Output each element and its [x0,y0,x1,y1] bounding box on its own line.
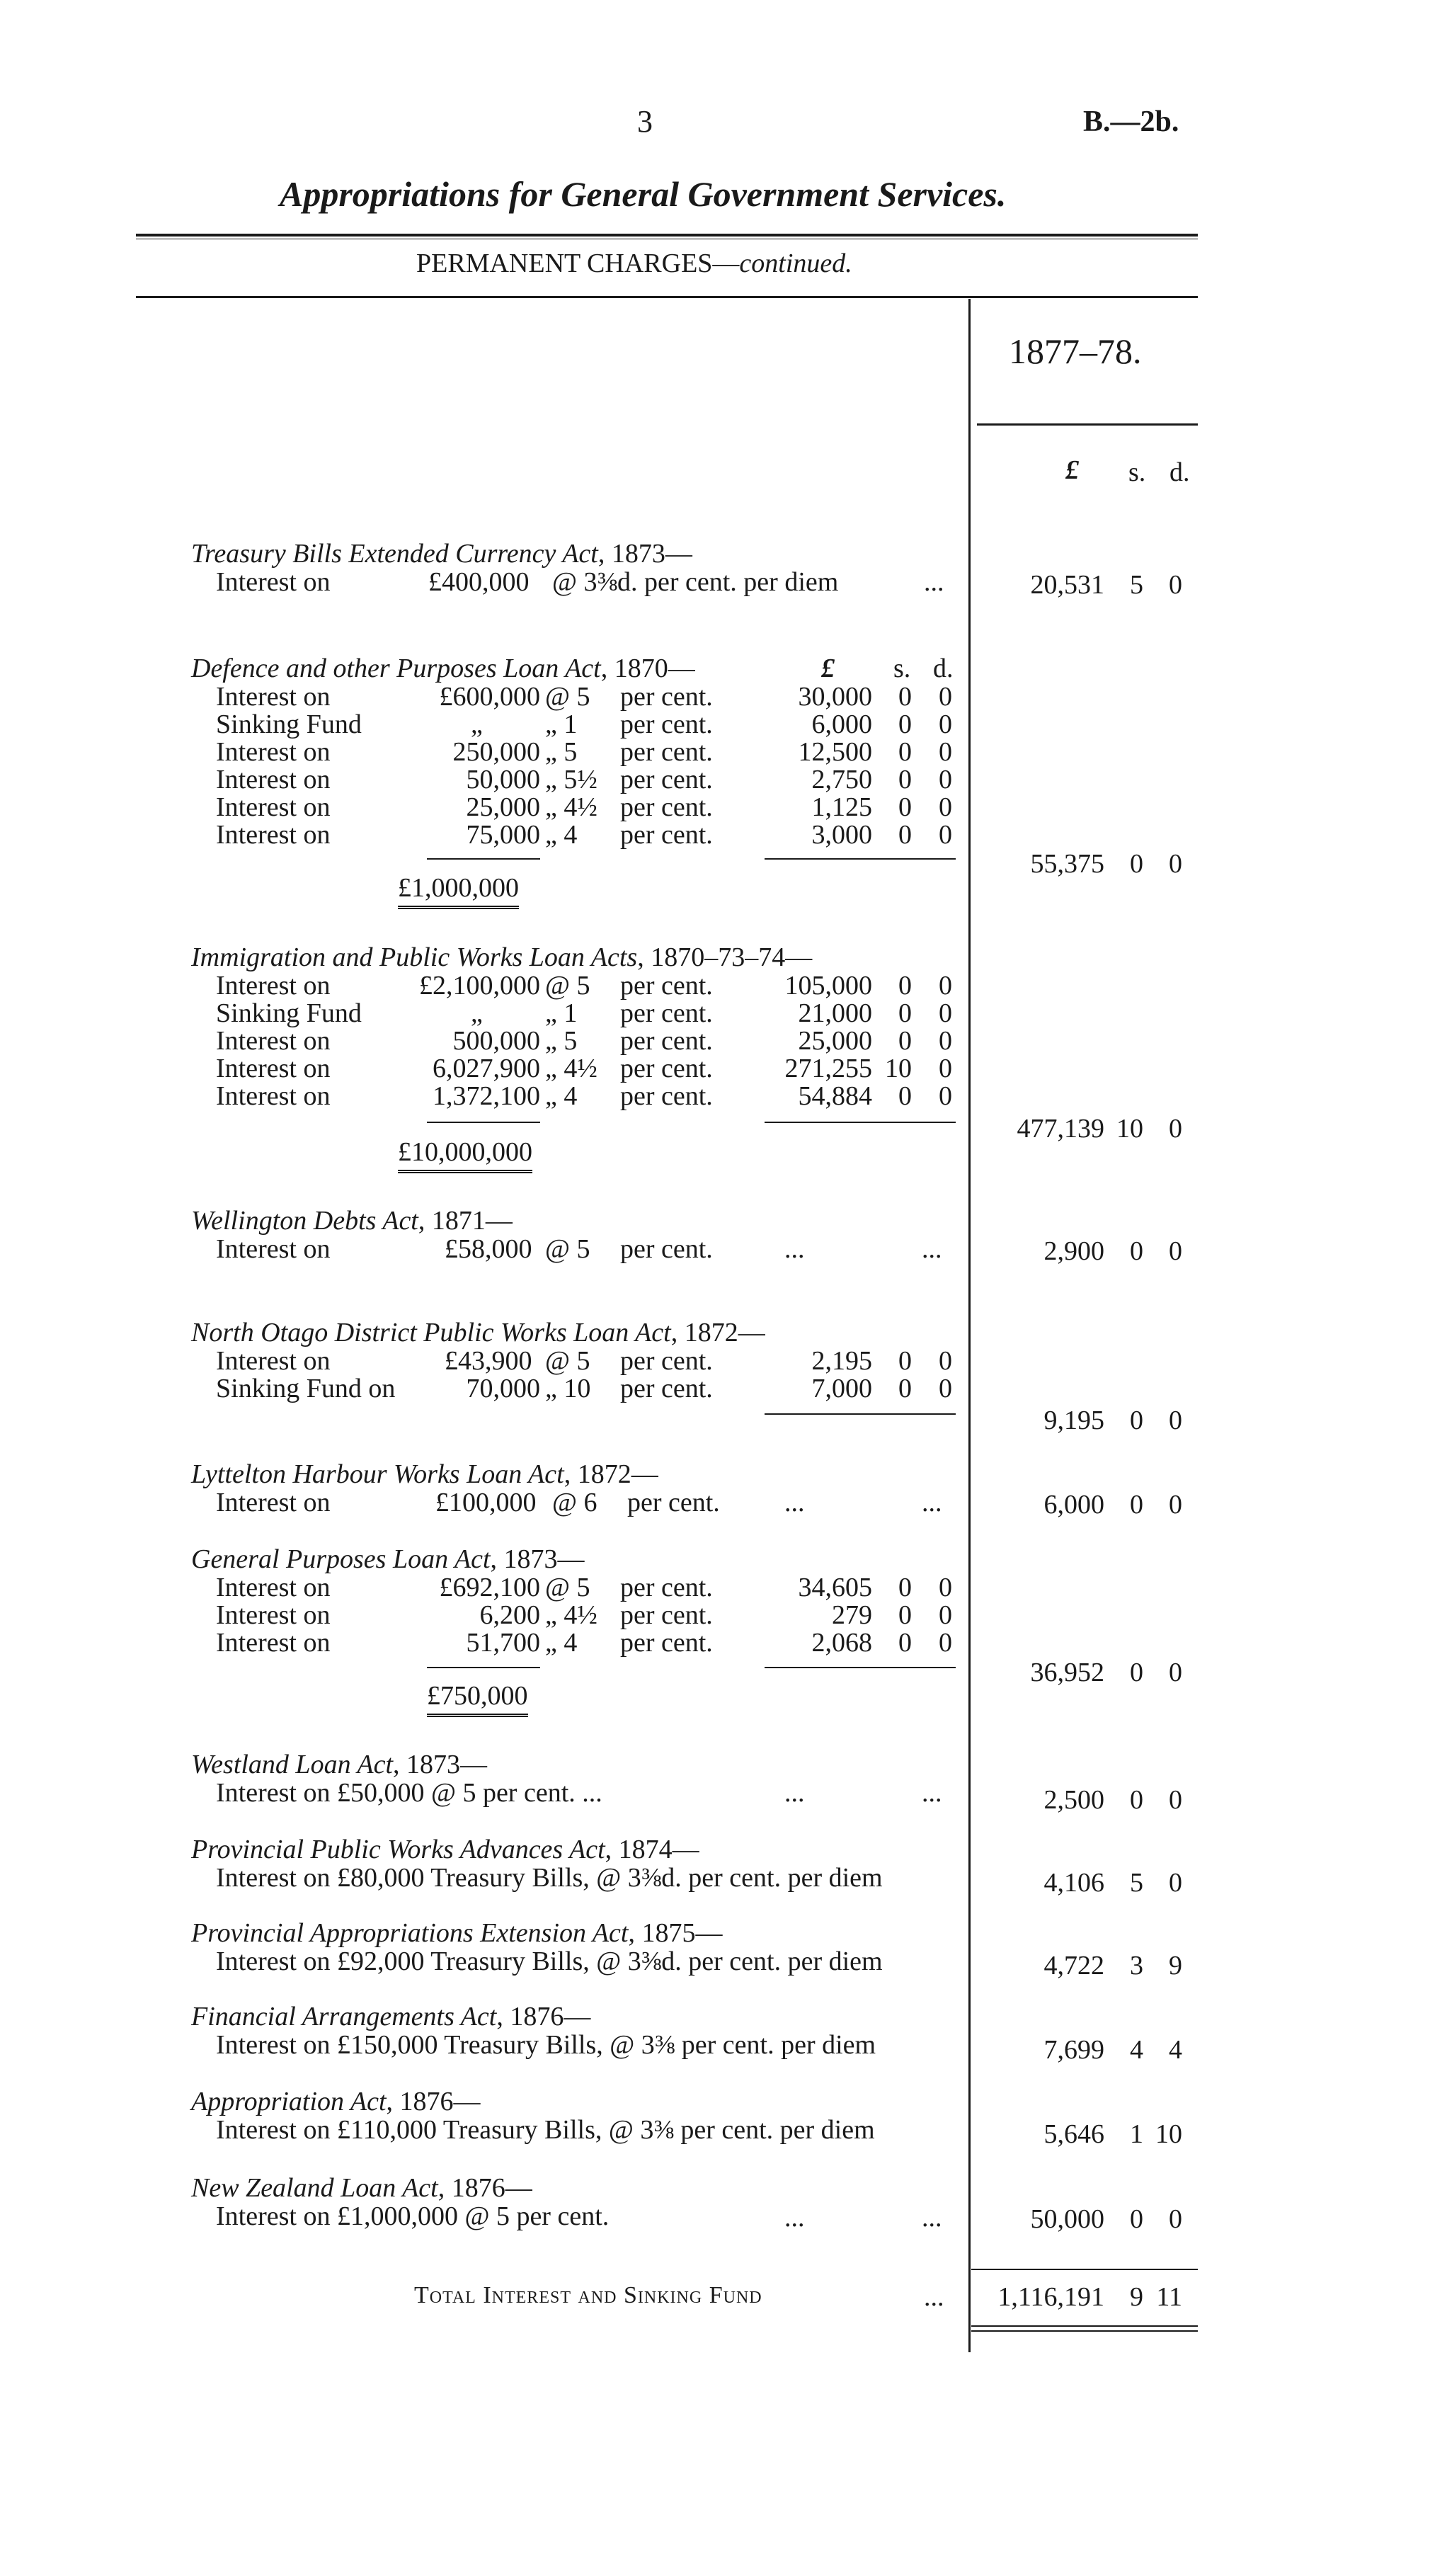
line-desc: Interest on [216,1026,331,1056]
line-rate: per cent. [620,682,713,712]
line-rate: per cent. [620,1234,713,1264]
line-rate: per cent. [620,1600,713,1630]
total-pounds: 6,000 [1043,1490,1104,1520]
col-pounds: £ [1065,455,1079,485]
act-year: , 1876— [496,2002,591,2031]
line-shillings: 0 [898,1600,912,1630]
line-amount: „ [471,998,483,1028]
line-shillings: 0 [898,1081,912,1111]
line-pounds: 271,255 [784,1054,872,1083]
line-conn: „ 4 [545,820,578,850]
section-subtitle [416,248,852,279]
line-conn: „ 4½ [545,1600,597,1630]
total-pounds: 4,722 [1043,1951,1104,1981]
line-rate: per cent. [620,765,713,794]
line-rate: per cent. [620,1346,713,1376]
line-amount: 500,000 [452,1026,540,1056]
line-conn: „ 4½ [545,792,597,822]
act-heading [191,1834,699,1865]
line-pounds: 3,000 [811,820,872,850]
line-conn: „ 4 [545,1081,578,1111]
total-pounds: 7,699 [1043,2035,1104,2065]
line-shillings: 0 [898,765,912,794]
line-shillings: 0 [898,820,912,850]
grand-total-rule-bottom-1 [971,2325,1198,2327]
column-divider [968,299,971,2352]
act-name: Financial Arrangements Act [191,2002,497,2031]
line-conn: „ 1 [545,709,578,739]
line-pounds: 2,750 [811,765,872,794]
line-shillings: 0 [898,1628,912,1658]
line-pence: 0 [939,820,952,850]
line-conn: @ 6 [552,1488,597,1517]
line-pence: 0 [939,1628,952,1658]
page-title: Appropriations for General Government Services. [280,174,1007,214]
line-desc: Interest on [216,1081,331,1111]
line-pence: 0 [939,1026,952,1056]
line-desc: Sinking Fund on [216,1374,396,1403]
line-conn: „ 5 [545,737,578,767]
line-rate: per cent. [620,792,713,822]
act-name: Provincial Appropriations Extension Act [191,1918,629,1948]
page-number: 3 [637,104,653,139]
line-desc: Interest on [216,682,331,712]
line-dots: ... [784,1778,805,1808]
line-conn: „ 1 [545,998,578,1028]
act-heading [191,653,695,684]
line-amount: 75,000 [466,820,540,850]
line-desc: Interest on [216,1600,331,1630]
line-conn: „ 5½ [545,765,597,794]
total-pence: 10 [1155,2119,1182,2149]
total-pounds: 477,139 [1017,1114,1104,1144]
subtitle-continued: continued. [739,249,852,278]
act-name: North Otago District Public Works Loan Act [191,1318,671,1347]
line-rate: per cent. [620,1573,713,1602]
line-dots: ... [784,1488,805,1517]
total-shillings: 5 [1130,1868,1143,1898]
line-conn: @ 5 [545,1234,590,1264]
act-name: Immigration and Public Works Loan Acts [191,942,638,972]
line-amount: 250,000 [452,737,540,767]
grand-total-shillings: 9 [1130,2282,1143,2312]
principal-total: £10,000,000 [398,1137,532,1173]
total-pounds: 36,952 [1030,1658,1104,1687]
line-desc: Interest on [216,1234,331,1264]
line-amount: 70,000 [466,1374,540,1403]
line-shillings: 0 [898,682,912,712]
line-amount: 1,372,100 [433,1081,540,1111]
line-pounds: 6,000 [811,709,872,739]
total-shillings: 1 [1130,2119,1143,2149]
line-pounds: 7,000 [811,1374,872,1403]
line-conn: „ 4½ [545,1054,597,1083]
act-year: , 1876— [437,2173,532,2203]
grand-total-rule-top [971,2269,1198,2270]
line-rate: per cent. [620,820,713,850]
act-year: , 1875— [628,1918,723,1948]
total-shillings: 10 [1116,1114,1143,1144]
line-conn: „ 5 [545,1026,578,1056]
line-dots: ... [924,567,944,597]
line-pounds: 25,000 [798,1026,872,1056]
line-desc: Interest on [216,1054,331,1083]
line-conn: @ 5 [545,971,590,1001]
document-code: B.—2b. [1083,106,1179,138]
grand-total-pounds: 1,116,191 [997,2282,1104,2312]
line-amount: £43,900 [445,1346,532,1376]
line-shillings: 0 [898,1026,912,1056]
principal-rule [427,858,540,860]
line-text: Interest on £50,000 @ 5 per cent. ... [216,1778,602,1808]
act-name: General Purposes Loan Act [191,1544,491,1574]
subtotal-rule [765,858,956,860]
line-conn: @ 5 [545,1573,590,1602]
act-name: Lyttelton Harbour Works Loan Act [191,1459,564,1489]
sub-col-pounds: £ [821,654,835,683]
act-heading [191,1317,765,1348]
act-name: Wellington Debts Act [191,1206,418,1236]
line-desc: Interest on [216,1488,331,1517]
subtotal-rule [765,1667,956,1668]
act-name: New Zealand Loan Act [191,2173,438,2203]
act-heading [191,538,692,569]
act-name: Provincial Public Works Advances Act [191,1835,605,1864]
line-amount: 51,700 [466,1628,540,1658]
act-heading [191,1917,722,1949]
line-dots: ... [922,1778,942,1808]
line-pence: 0 [939,1374,952,1403]
line-rate: per cent. [620,709,713,739]
line-amount: £100,000 [435,1488,537,1517]
line-amount: £400,000 [428,567,530,597]
total-pence: 0 [1169,1236,1182,1266]
total-shillings: 0 [1130,1490,1143,1520]
total-pounds: 2,900 [1043,1236,1104,1266]
line-desc: Interest on [216,1628,331,1658]
line-rate: per cent. [620,1628,713,1658]
year-heading: 1877–78. [1009,331,1142,371]
line-dots: ... [922,2203,942,2233]
line-pence: 0 [939,1054,952,1083]
col-shillings: s. [1128,457,1146,487]
act-heading [191,942,812,973]
line-amount: 6,200 [479,1600,540,1630]
line-pounds: 279 [832,1600,872,1630]
line-amount: „ [471,709,483,739]
line-rate: per cent. [620,1081,713,1111]
line-dots: ... [784,2203,805,2233]
act-heading [191,2086,481,2117]
line-pence: 0 [939,1346,952,1376]
line-amount: £2,100,000 [419,971,540,1001]
line-pence: 0 [939,971,952,1001]
total-pence: 9 [1169,1951,1182,1981]
principal-total: £1,000,000 [398,873,519,909]
act-heading [191,2001,590,2032]
total-pounds: 9,195 [1043,1406,1104,1435]
total-pounds: 4,106 [1043,1868,1104,1898]
line-pounds: 105,000 [784,971,872,1001]
line-amount: £692,100 [439,1573,540,1602]
total-shillings: 0 [1130,1406,1143,1435]
line-pounds: 30,000 [798,682,872,712]
line-desc: Interest on [216,1346,331,1376]
line-pounds: 2,195 [811,1346,872,1376]
act-year: , 1871— [418,1206,513,1236]
total-pounds: 55,375 [1030,849,1104,879]
line-shillings: 0 [898,998,912,1028]
line-shillings: 0 [898,709,912,739]
total-shillings: 4 [1130,2035,1143,2065]
line-rate: per cent. [620,1374,713,1403]
total-shillings: 5 [1130,570,1143,600]
line-desc: Interest on [216,820,331,850]
principal-rule [427,1667,540,1668]
total-pence: 0 [1169,1785,1182,1815]
line-shillings: 0 [898,1346,912,1376]
principal-rule [427,1122,540,1123]
total-pounds: 5,646 [1043,2119,1104,2149]
subtitle-main: PERMANENT CHARGES— [416,249,740,278]
grand-total-label: Total Interest and Sinking Fund [414,2282,762,2308]
act-year: , 1870— [600,654,695,683]
act-name: Appropriation Act [191,2087,387,2116]
total-pounds: 20,531 [1030,570,1104,600]
act-year: , 1870–73–74— [637,942,813,972]
line-text: Interest on £150,000 Treasury Bills, @ 3⅜ per cent. per diem [216,2030,876,2060]
line-amount: 6,027,900 [433,1054,540,1083]
total-pounds: 2,500 [1043,1785,1104,1815]
total-shillings: 3 [1130,1951,1143,1981]
line-pounds: 21,000 [798,998,872,1028]
act-year: , 1873— [490,1544,585,1574]
line-rate: @ 3⅜d. per cent. per diem [552,567,839,597]
line-rate: per cent. [620,1054,713,1083]
line-pence: 0 [939,737,952,767]
act-heading [191,1459,658,1490]
rule-top-thick [136,234,1198,236]
total-pence: 0 [1169,1490,1182,1520]
line-amount: £600,000 [439,682,540,712]
subtotal-rule [765,1122,956,1123]
rule-under-year [977,423,1198,426]
line-shillings: 0 [898,792,912,822]
line-pence: 0 [939,792,952,822]
total-shillings: 0 [1130,1658,1143,1687]
line-pence: 0 [939,1081,952,1111]
grand-total-rule-bottom-2 [971,2330,1198,2332]
line-dots: ... [922,1488,942,1517]
line-desc: Sinking Fund [216,709,362,739]
line-desc: Interest on [216,971,331,1001]
line-rate: per cent. [620,998,713,1028]
line-text: Interest on £92,000 Treasury Bills, @ 3⅜d. per cent. per diem [216,1947,883,1976]
total-shillings: 0 [1130,1785,1143,1815]
sub-col-shillings: s. [893,654,911,683]
act-year: , 1873— [597,539,692,569]
line-pounds: 1,125 [811,792,872,822]
line-pence: 0 [939,709,952,739]
act-year: , 1873— [393,1750,488,1779]
rule-under-subtitle [136,296,1198,298]
line-text: Interest on £1,000,000 @ 5 per cent. [216,2201,610,2231]
total-pence: 0 [1169,1114,1182,1144]
act-heading [191,1205,513,1236]
total-shillings: 0 [1130,1236,1143,1266]
line-desc: Interest on [216,765,331,794]
act-year: , 1872— [670,1318,765,1347]
line-amount: 25,000 [466,792,540,822]
line-desc: Interest on [216,1573,331,1602]
act-year: , 1876— [386,2087,481,2116]
total-pence: 0 [1169,1868,1182,1898]
line-desc: Interest on [216,792,331,822]
line-amount: £58,000 [445,1234,532,1264]
line-text: Interest on £110,000 Treasury Bills, @ 3⅜ per cent. per diem [216,2115,875,2145]
line-rate: per cent. [620,1026,713,1056]
line-rate: per cent. [620,971,713,1001]
line-shillings: 0 [898,971,912,1001]
grand-total-dots: ... [924,2282,944,2312]
total-pence: 4 [1169,2035,1182,2065]
line-conn: @ 5 [545,682,590,712]
line-pounds: 34,605 [798,1573,872,1602]
line-pounds: 2,068 [811,1628,872,1658]
line-desc: Interest on [216,567,331,597]
line-pounds: 12,500 [798,737,872,767]
total-pence: 0 [1169,849,1182,879]
col-pence: d. [1169,457,1190,487]
sub-col-pence: d. [933,654,954,683]
line-pence: 0 [939,765,952,794]
act-heading [191,2172,532,2204]
line-rate: per cent. [620,737,713,767]
act-year: , 1874— [605,1835,699,1864]
total-shillings: 0 [1130,2204,1143,2234]
line-text: Interest on £80,000 Treasury Bills, @ 3⅜d. per cent. per diem [216,1863,883,1893]
line-pence: 0 [939,1573,952,1602]
act-name: Westland Loan Act [191,1750,394,1779]
total-shillings: 0 [1130,849,1143,879]
line-shillings: 0 [898,737,912,767]
total-pence: 0 [1169,570,1182,600]
total-pence: 0 [1169,1406,1182,1435]
line-shillings: 10 [885,1054,912,1083]
total-pence: 0 [1169,2204,1182,2234]
line-shillings: 0 [898,1374,912,1403]
line-pence: 0 [939,682,952,712]
act-name: Treasury Bills Extended Currency Act [191,539,598,569]
line-pence: 0 [939,1600,952,1630]
subtotal-rule [765,1413,956,1415]
principal-total: £750,000 [427,1681,528,1717]
line-desc: Interest on [216,737,331,767]
act-year: , 1872— [564,1459,658,1489]
act-heading [191,1749,487,1780]
line-rate: per cent. [627,1488,720,1517]
line-conn: @ 5 [545,1346,590,1376]
act-heading [191,1544,585,1575]
line-shillings: 0 [898,1573,912,1602]
act-name: Defence and other Purposes Loan Act [191,654,601,683]
grand-total-pence: 11 [1156,2282,1182,2312]
line-conn: „ 4 [545,1628,578,1658]
total-pence: 0 [1169,1658,1182,1687]
line-desc: Sinking Fund [216,998,362,1028]
line-conn: „ 10 [545,1374,591,1403]
line-pence: 0 [939,998,952,1028]
line-amount: 50,000 [466,765,540,794]
line-dots: ... [922,1234,942,1264]
line-dots: ... [784,1234,805,1264]
total-pounds: 50,000 [1030,2204,1104,2234]
line-pounds: 54,884 [798,1081,872,1111]
